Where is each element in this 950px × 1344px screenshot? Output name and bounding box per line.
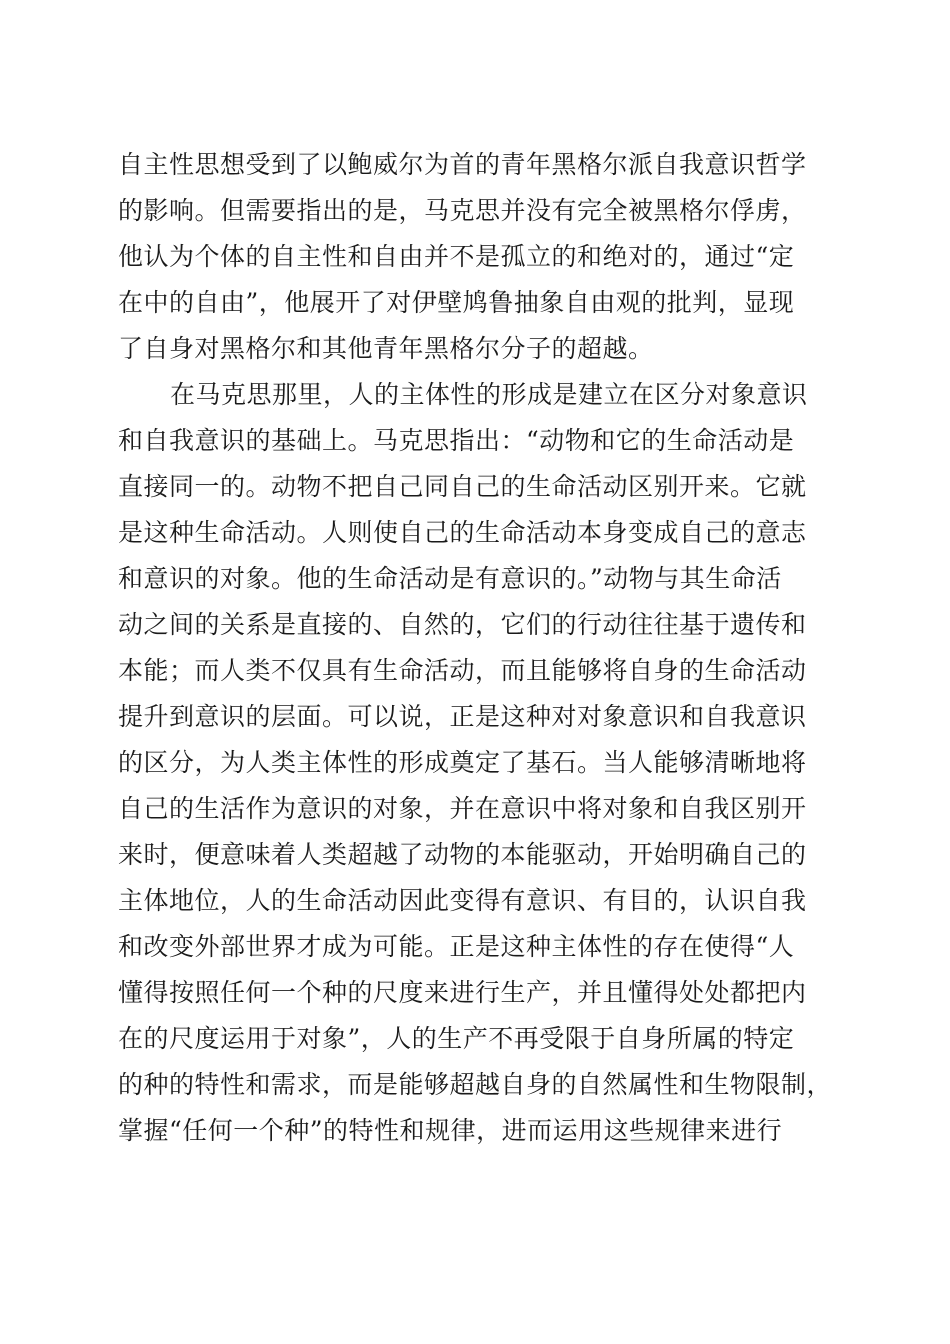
text-line: 的种的特性和需求，而是能够超越自身的自然属性和生物限制， — [118, 1070, 833, 1099]
body-text — [118, 142, 838, 1154]
text-line: 的区分，为人类主体性的形成奠定了基石。当人能够清晰地将 — [118, 748, 807, 777]
text-line: 动之间的关系是直接的、自然的，它们的行动往往基于遗传和 — [118, 610, 807, 639]
text-line: 和自我意识的基础上。马克思指出：“动物和它的生命活动是 — [118, 426, 795, 455]
text-line: 掌握“任何一个种”的特性和规律，进而运用这些规律来进行 — [118, 1116, 783, 1145]
text-line: 本能；而人类不仅具有生命活动，而且能够将自身的生命活动 — [118, 656, 807, 685]
text-line: 是这种生命活动。人则使自己的生命活动本身变成自己的意志 — [118, 518, 807, 547]
text-line: 和意识的对象。他的生命活动是有意识的。”动物与其生命活 — [118, 564, 782, 593]
text-line: 在的尺度运用于对象”，人的生产不再受限于自身所属的特定 — [118, 1024, 795, 1053]
text-line: 直接同一的。动物不把自己同自己的生命活动区别开来。它就 — [118, 472, 807, 501]
text-line: 和改变外部世界才成为可能。正是这种主体性的存在使得“人 — [118, 932, 795, 961]
text-line: 主体地位，人的生命活动因此变得有意识、有目的，认识自我 — [118, 886, 807, 915]
text-line: 来时，便意味着人类超越了动物的本能驱动，开始明确自己的 — [118, 840, 807, 869]
text-line: 懂得按照任何一个种的尺度来进行生产，并且懂得处处都把内 — [118, 978, 807, 1007]
text-line: 了自身对黑格尔和其他青年黑格尔分子的超越。 — [118, 334, 654, 363]
text-line: 的影响。但需要指出的是，马克思并没有完全被黑格尔俘虏， — [118, 196, 807, 225]
text-line: 提升到意识的层面。可以说，正是这种对对象意识和自我意识 — [118, 702, 807, 731]
text-line: 自主性思想受到了以鲍威尔为首的青年黑格尔派自我意识哲学 — [118, 150, 807, 179]
text-line: 在中的自由”，他展开了对伊壁鸠鲁抽象自由观的批判，显现 — [118, 288, 795, 317]
text-line: 他认为个体的自主性和自由并不是孤立的和绝对的，通过“定 — [118, 242, 795, 271]
text-line: 在马克思那里，人的主体性的形成是建立在区分对象意识 — [170, 380, 808, 409]
paragraph-2 — [118, 372, 838, 1154]
paragraph-1 — [118, 142, 838, 372]
text-line: 自己的生活作为意识的对象，并在意识中将对象和自我区别开 — [118, 794, 807, 823]
